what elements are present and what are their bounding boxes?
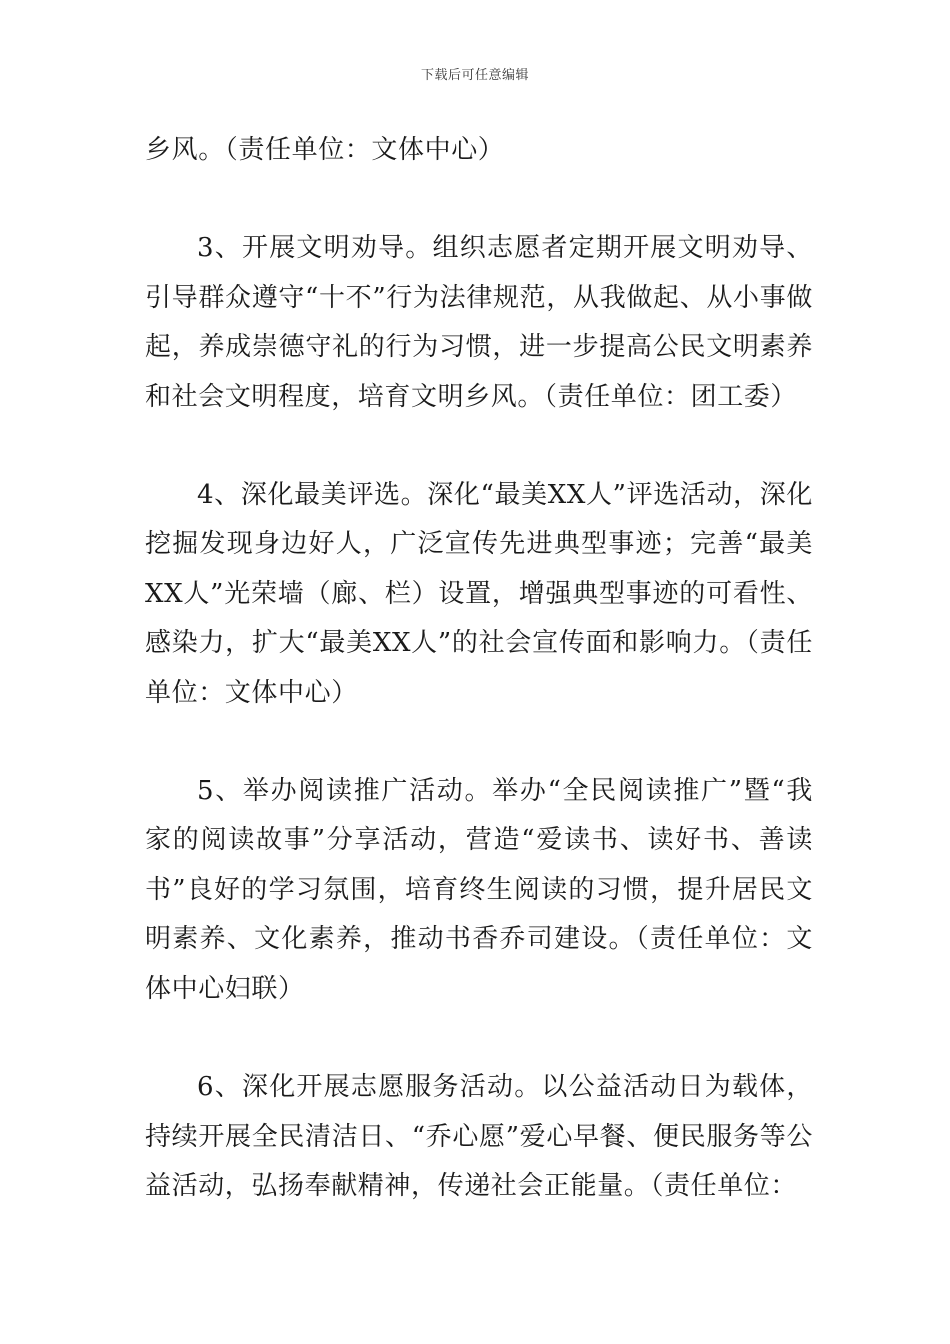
paragraph-item-6: 6、深化开展志愿服务活动。以公益活动日为载体，持续开展全民清洁日、“乔心愿”爱心早餐、便民服务等公益活动，弘扬奉献精神，传递社会正能量。（责任单位： bbox=[145, 1072, 813, 1201]
paragraph-continuation: 乡风。（责任单位：文体中心） bbox=[145, 135, 505, 165]
paragraph-item-3: 3、开展文明劝导。组织志愿者定期开展文明劝导、引导群众遵守“十不”行为法律规范，从我做起、从小事做起，养成崇德守礼的行为习惯，进一步提高公民文明素养和社会文明程度，培育文明乡风。（责任单位：团工委） bbox=[145, 233, 813, 412]
page-header-note: 下载后可任意编辑 bbox=[420, 68, 529, 83]
document-body bbox=[145, 126, 813, 1211]
paragraph-item-4: 4、深化最美评选。深化“最美XX人”评选活动，深化挖掘发现身边好人，广泛宣传先进典型事迹；完善“最美XX人”光荣墙（廊、栏）设置，增强典型事迹的可看性、感染力，扩大“最美XX人”的社会宣传面和影响力。（责任单位：文体中心） bbox=[145, 480, 813, 708]
paragraph-item-5: 5、举办阅读推广活动。举办“全民阅读推广”暨“我家的阅读故事”分享活动，营造“爱读书、读好书、善读书”良好的学习氛围，培育终生阅读的习惯，提升居民文明素养、文化素养，推动书香乔司建设。（责任单位：文体中心妇联） bbox=[145, 776, 813, 1004]
